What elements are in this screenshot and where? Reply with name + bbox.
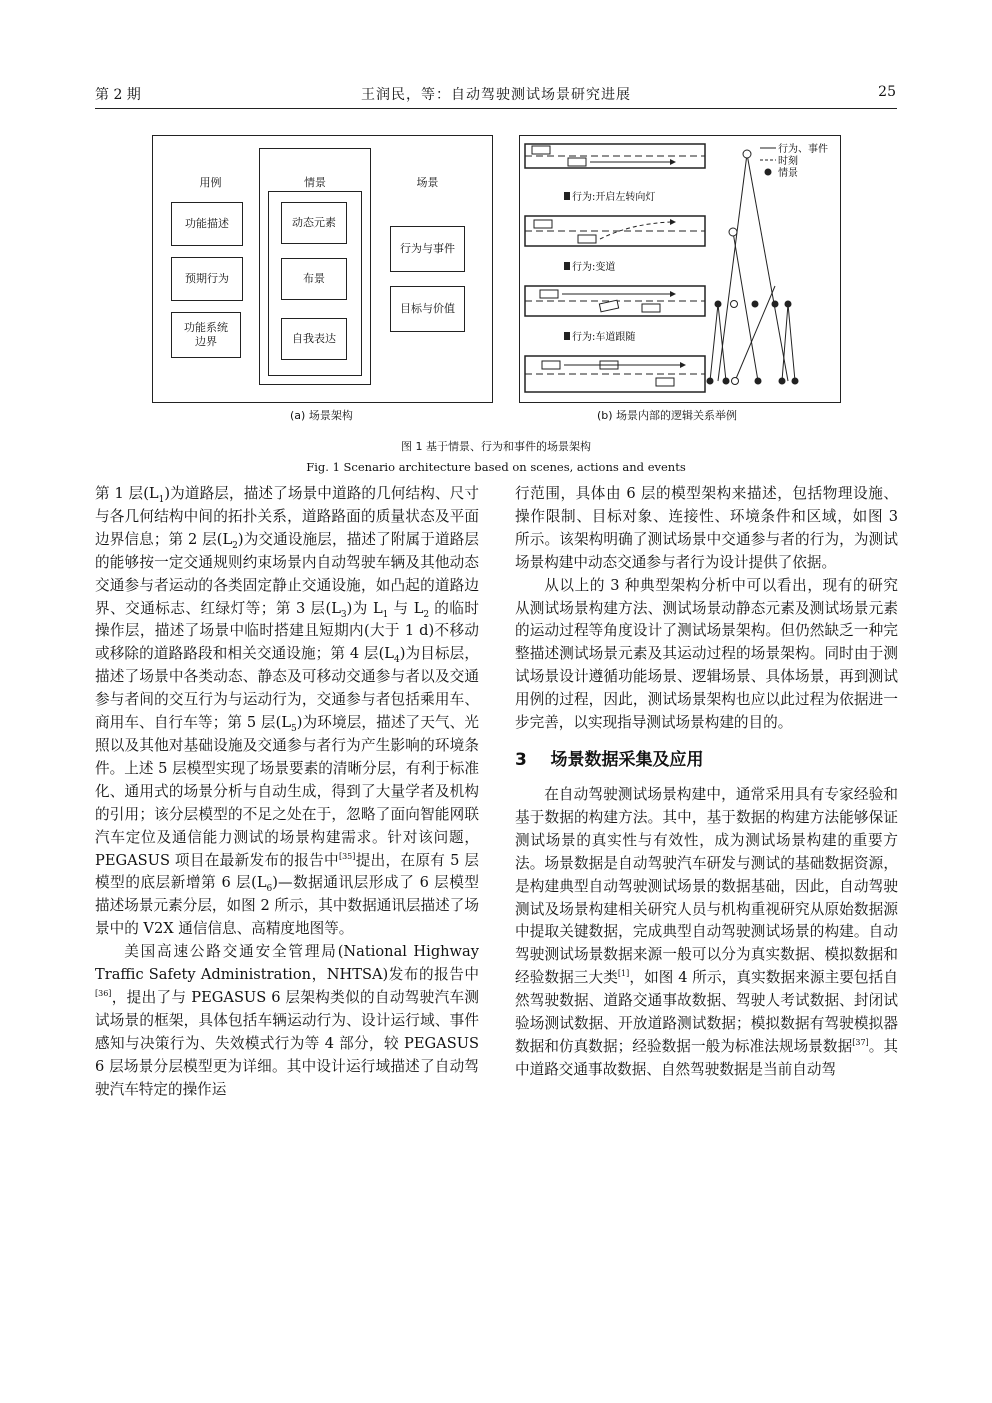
scenario-logic-diagram xyxy=(520,136,840,402)
citation-35: [35] xyxy=(338,851,356,861)
subcaption-b: (b) 场景内部的逻辑关系举例 xyxy=(597,409,738,422)
scenario-box-1: 行为与事件 xyxy=(390,226,465,272)
car-icon xyxy=(540,290,558,298)
legend-moment: 时刻 xyxy=(778,156,798,167)
car-icon xyxy=(542,361,560,369)
use-case-box-3: 功能系统边界 xyxy=(171,312,241,358)
lane-scene-3 xyxy=(525,286,705,316)
paragraph-nhtsa: 美国高速公路交通安全管理局(National Highway Traffic Safety Administration，NHTSA)发布的报告中[36]，提出了与 PEGASUS 6 层架构类似的自动驾驶汽车测试场景的框架，具体包括车辆运动行为、设计运行域、事件感知与决策行为、失效模式行为等 4 部分，较 PEGASUS 6 层场景分层模型更为详细。其中设计运行域描述了自动驾驶汽车特定的操作运 xyxy=(95,943,479,1098)
citation-37: [37] xyxy=(852,1038,869,1048)
scene-marker-icon xyxy=(564,192,570,200)
label-lane-follow: 行为:车道跟随 xyxy=(572,332,636,343)
car-icon xyxy=(534,220,552,228)
scene-marker-icon xyxy=(564,332,570,340)
car-icon xyxy=(642,304,660,312)
legend xyxy=(760,142,828,179)
col-title-use-case: 用例 xyxy=(199,176,222,189)
use-case-box-2: 预期行为 xyxy=(171,257,243,301)
paragraph-analysis: 从以上的 3 种典型架构分析中可以看出，现有的研究从测试场景构建方法、测试场景动静态元素及测试场景元素的运动过程等角度设计了测试场景架构。但仍然缺乏一种完整描述测试场景元素及其运动过程的场景架构。同时由于测试场景设计遵循功能场景、逻辑场景、具体场景，再到测试用例的过程，因此，测试场景架构也应以此过程为依据进一步完善，以实现指导测试场景构建的目的。 xyxy=(515,576,898,732)
header-rule xyxy=(95,108,897,109)
label-lane-change: 行为:变道 xyxy=(572,262,616,273)
label-left-signal: 行为:开启左转向灯 xyxy=(572,192,656,203)
car-icon xyxy=(656,378,674,386)
section-heading xyxy=(515,748,898,772)
logic-tree xyxy=(710,154,795,381)
citation-36: [36] xyxy=(95,989,112,999)
citation-1: [1] xyxy=(617,969,630,979)
issue-number: 第 2 期 xyxy=(95,87,141,103)
car-icon xyxy=(568,158,586,166)
page-number: 25 xyxy=(878,84,896,100)
legend-scene: 情景 xyxy=(778,168,798,179)
situation-box-3: 自我表达 xyxy=(281,318,347,360)
figure-caption-cn: 图 1 基于情景、行为和事件的场景架构 xyxy=(401,440,591,453)
paragraph-odd: 行范围，具体由 6 层的模型架构来描述，包括物理设施、操作限制、目标对象、连接性、环境条件和区域，如图 3 所示。该架构明确了测试场景中交通参与者的行为，为测试场景构建中动态交通参与者行为设计提供了依据。 xyxy=(515,485,898,571)
situation-box-1: 动态元素 xyxy=(281,202,347,244)
car-icon xyxy=(578,235,596,243)
right-column xyxy=(515,483,898,1082)
col-title-situation: 情景 xyxy=(304,176,326,189)
figure-panel-b xyxy=(519,135,841,403)
left-column xyxy=(95,483,479,1101)
running-title: 王润民，等：自动驾驶测试场景研究进展 xyxy=(361,87,631,103)
scenario-box-2: 目标与价值 xyxy=(390,286,465,332)
figure-caption-en: Fig. 1 Scenario architecture based on scenes, actions and events xyxy=(306,460,686,474)
legend-behavior: 行为、事件 xyxy=(778,144,828,155)
subcaption-a: (a) 场景架构 xyxy=(290,409,353,422)
figure-panel-a xyxy=(152,135,493,403)
situation-box-2: 布景 xyxy=(281,258,347,300)
lane-scene-4 xyxy=(525,356,705,392)
situation-frame xyxy=(259,148,371,385)
scene-marker-icon xyxy=(564,262,570,270)
situation-inner-frame xyxy=(268,191,362,376)
use-case-box-1: 功能描述 xyxy=(171,202,243,246)
car-icon xyxy=(532,146,550,154)
car-icon xyxy=(599,300,618,312)
lane-scene-2 xyxy=(525,216,705,246)
lane-scene-1 xyxy=(525,144,705,168)
paragraph-layers: 第 1 层$(L_1)$为道路层，描述了场景中道路的几何结构、尺寸与各几何结构中间的拓扑关系，道路路面的质量状态及平面边界信息；第 2 层$(L_2)$为交通设施层，描述了附属于道路层的能够按一定交通规则约束场景内自动驾驶车辆及其他动态交通参与者运动的各类固定静止交通设施，如凸起的道路边界、交通标志、红绿灯等；第 3 层$(L_3)$为 $L_1$ 与 $L_2$ 的临时操作层，描述了场景中临时搭建且短期内(大于 1 d)不移动或移除的道路路段和相关交通设施；第 4 层$(L_4)$为目标层，描述了场景中各类动态、静态及可移动交通参与者以及交通参与者间的交互行为与运动行为，交通参与者包括乘用车、商用车、自行车等；第 5 层$(L_5)$为环境层，描述了天气、光照以及其他对基础设施及交通参与者行为产生影响的环境条件。上述 5 层模型实现了场景要素的清晰分层，有利于标准化、通用式的场景分析与自动生成，得到了大量学者及机构的引用；该分层模型的不足之处在于，忽略了面向智能网联汽车定位及通信能力测试的场景构建需求。针对该问题，PEGASUS 项目在最新发布的报告中[35]提出，在原有 5 层模型的底层新增第 6 层$(L_6)—$数据通讯层形成了 6 层模型描述场景元素分层，如图 2 所示，其中数据通讯层描述了场景中的 V2X 通信信息、高精度地图等。 xyxy=(95,485,479,938)
section-number: 3 xyxy=(515,749,527,770)
section-title: 场景数据采集及应用 xyxy=(550,749,704,770)
paragraph-data: 在自动驾驶测试场景构建中，通常采用具有专家经验和基于数据的构建方法。其中，基于数据的构建方法能够保证测试场景的真实性与有效性，成为测试场景构建的重要方法。场景数据是自动驾驶汽车研发与测试的基础数据资源，是构建典型自动驾驶测试场景的数据基础，因此，自动驾驶测试及场景构建相关研究人员与机构重视研究从原始数据源中提取关键数据，完成典型自动驾驶测试场景的构建。自动驾驶测试场景数据来源一般可以分为真实数据、模拟数据和经验数据三大类[1]，如图 4 所示，真实数据来源主要包括自然驾驶数据、道路交通事故数据、驾驶人考试数据、封闭试验场测试数据、开放道路测试数据；模拟数据有驾驶模拟器数据和仿真数据；经验数据一般为标准法规场景数据[37]。其中道路交通事故数据、自然驾驶数据是当前自动驾 xyxy=(515,785,898,1078)
col-title-scenario: 场景 xyxy=(416,176,439,189)
